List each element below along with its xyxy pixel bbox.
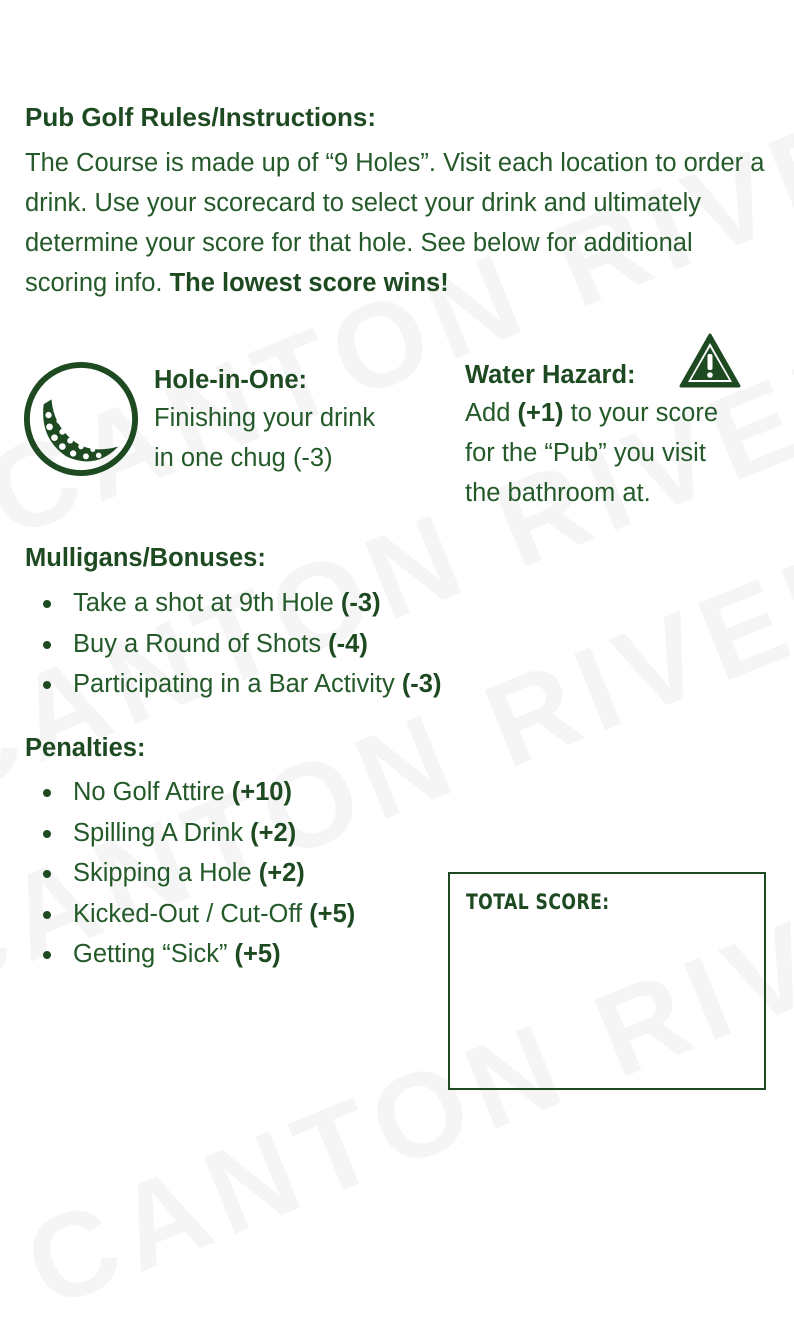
mulligans-title: Mulligans/Bonuses: <box>25 544 266 572</box>
water-hazard-line: Add (+1) to your score <box>465 399 719 427</box>
intro-text: The Course is made up of “9 Holes”. Visit each location to order a drink. Use your scorecard to select your drink and ultimately determine your score for that hole. See below for additional scoring info. <box>25 149 765 297</box>
hole-in-one-title: Hole-in-One: <box>154 366 307 394</box>
hole-in-one-rule <box>154 362 434 478</box>
mulligans-list <box>25 583 441 705</box>
list-item: Skipping a Hole (+2) <box>25 853 355 894</box>
penalties-title: Penalties: <box>25 734 146 762</box>
page-title: Pub Golf Rules/Instructions: <box>25 102 377 132</box>
list-item: No Golf Attire (+10) <box>25 772 355 813</box>
warning-triangle-icon <box>678 332 742 390</box>
list-item: Take a shot at 9th Hole (-3) <box>25 583 441 624</box>
intro-paragraph <box>25 143 775 303</box>
hole-in-one-line: in one chug (-3) <box>154 444 333 472</box>
list-item: Getting “Sick” (+5) <box>25 934 355 975</box>
total-score-label: TOTAL SCORE: <box>466 890 610 914</box>
golf-ball-icon <box>22 360 140 478</box>
list-item: Spilling A Drink (+2) <box>25 813 355 854</box>
hole-in-one-line: Finishing your drink <box>154 404 376 432</box>
list-item: Participating in a Bar Activity (-3) <box>25 664 441 705</box>
water-hazard-line: the bathroom at. <box>465 479 651 507</box>
intro-emphasis: The lowest score wins! <box>169 269 449 297</box>
total-score-box[interactable] <box>448 872 766 1090</box>
penalties-list <box>25 772 355 975</box>
water-hazard-title: Water Hazard: <box>465 361 636 389</box>
water-hazard-line: for the “Pub” you visit <box>465 439 706 467</box>
list-item: Buy a Round of Shots (-4) <box>25 624 441 665</box>
list-item: Kicked-Out / Cut-Off (+5) <box>25 894 355 935</box>
